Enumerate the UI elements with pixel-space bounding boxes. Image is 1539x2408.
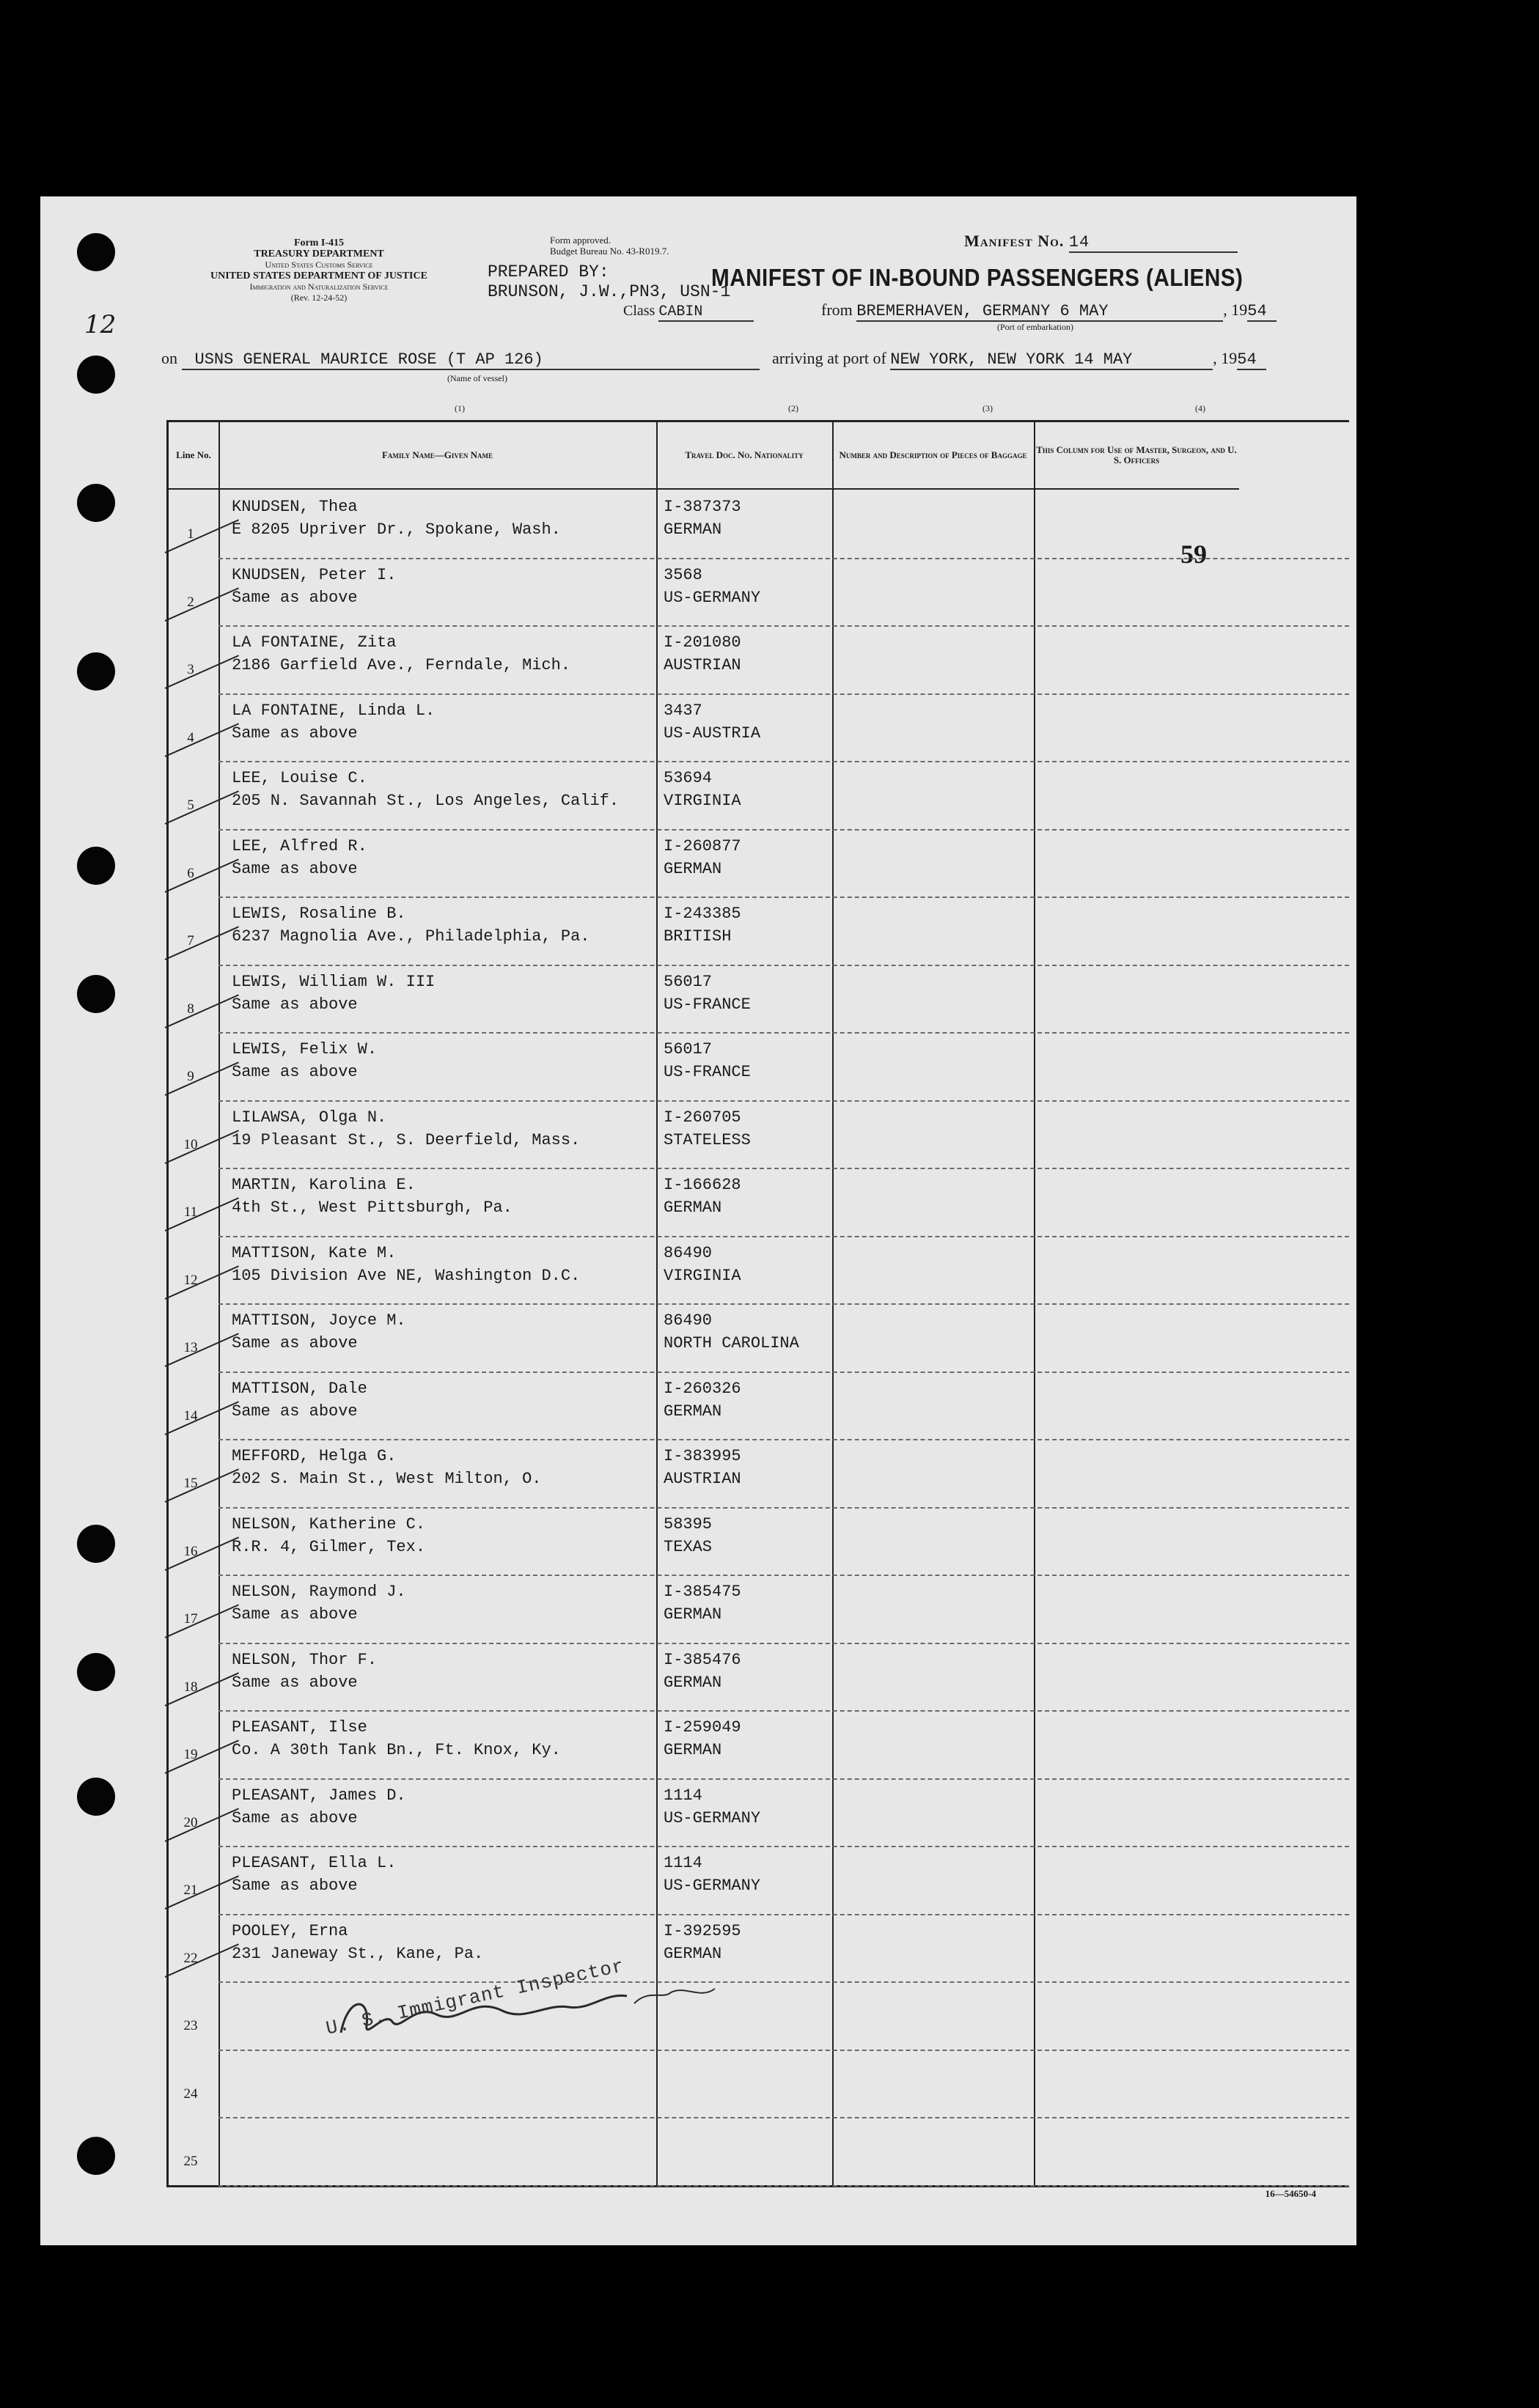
nationality: GERMAN: [664, 1944, 722, 1963]
nationality: GERMAN: [664, 1741, 722, 1759]
vessel-row: [161, 349, 1266, 384]
form-info-block: [165, 238, 473, 303]
travel-doc-number: 3568: [664, 565, 702, 584]
nationality: AUSTRIAN: [664, 656, 741, 674]
passenger-name: KNUDSEN, Peter I.: [232, 565, 397, 584]
travel-doc-cell: [664, 1649, 741, 1694]
passenger-name-cell: [232, 971, 435, 1016]
line-number: 14: [183, 1407, 198, 1424]
travel-doc-number: I-385476: [664, 1650, 741, 1669]
line-number: 11: [183, 1204, 198, 1220]
nationality: US-FRANCE: [664, 1063, 751, 1081]
from-year-prefix: , 19: [1223, 301, 1248, 319]
travel-doc-cell: [664, 1106, 751, 1152]
arriving-label: arriving at port of: [772, 349, 886, 367]
manifest-number-label: Manifest No.: [964, 232, 1065, 250]
travel-doc-number: I-260326: [664, 1379, 741, 1398]
line-number: 3: [187, 662, 194, 677]
passenger-name: NELSON, Katherine C.: [232, 1514, 426, 1533]
passenger-address: Same as above: [232, 1605, 358, 1624]
row-divider: [218, 1710, 1349, 1712]
form-approved: Form approved.: [550, 235, 611, 246]
passenger-name: NELSON, Thor F.: [232, 1650, 378, 1669]
passenger-address: Co. A 30th Tank Bn., Ft. Knox, Ky.: [232, 1741, 561, 1759]
from-label: from: [821, 301, 853, 319]
passenger-address: Same as above: [232, 1673, 358, 1692]
col-number-1: (1): [455, 403, 465, 413]
passenger-address: R.R. 4, Gilmer, Tex.: [232, 1537, 426, 1556]
travel-doc-cell: [664, 1309, 799, 1355]
row-divider: [218, 1846, 1349, 1847]
manifest-number-value: 14: [1069, 233, 1238, 253]
passenger-address: Same as above: [232, 588, 358, 607]
travel-doc-cell: [664, 1580, 741, 1626]
row-divider: [218, 693, 1349, 695]
passenger-name-cell: [232, 1242, 580, 1287]
travel-doc-cell: [664, 1174, 741, 1219]
row-divider: [218, 1032, 1349, 1034]
passenger-address: Same as above: [232, 1877, 358, 1895]
passenger-name: MARTIN, Karolina E.: [232, 1176, 416, 1194]
ins-service: Immigration and Naturalization Service: [249, 281, 389, 292]
row-divider: [218, 1778, 1349, 1780]
travel-doc-cell: [664, 564, 760, 609]
passenger-name: PLEASANT, James D.: [232, 1786, 406, 1805]
passenger-name-cell: [232, 1174, 513, 1219]
travel-doc-cell: [664, 1716, 741, 1761]
travel-doc-number: I-259049: [664, 1718, 741, 1737]
row-divider: [218, 1575, 1349, 1576]
nationality: US-FRANCE: [664, 995, 751, 1014]
passenger-name: LA FONTAINE, Linda L.: [232, 701, 436, 720]
line-number: 21: [183, 1882, 198, 1898]
passenger-address: 2186 Garfield Ave., Ferndale, Mich.: [232, 656, 571, 674]
margin-mark: 12: [84, 310, 117, 339]
line-number: 5: [187, 798, 194, 813]
revision: (Rev. 12-24-52): [290, 292, 348, 303]
passenger-table: [166, 420, 1349, 2187]
header-name: Family Name—Given Name: [218, 422, 656, 490]
passenger-name: LEWIS, Felix W.: [232, 1040, 378, 1058]
travel-doc-number: I-243385: [664, 905, 741, 923]
from-year: 54: [1247, 302, 1277, 322]
travel-doc-cell: [664, 1920, 741, 1965]
class-value: CABIN: [658, 303, 754, 322]
travel-doc-cell: [664, 1445, 741, 1490]
passenger-name-cell: [232, 1852, 396, 1897]
passenger-name-cell: [232, 496, 561, 541]
passenger-address: Same as above: [232, 723, 358, 743]
travel-doc-cell: [664, 767, 741, 812]
passenger-name-cell: [232, 1513, 425, 1558]
travel-doc-number: 58395: [664, 1514, 713, 1533]
passenger-name-cell: [232, 1649, 377, 1694]
travel-doc-cell: [664, 699, 760, 745]
row-divider: [218, 829, 1349, 831]
nationality: US-AUSTRIA: [664, 723, 761, 743]
nationality: NORTH CAROLINA: [664, 1334, 799, 1352]
row-divider: [218, 761, 1349, 762]
passenger-name: KNUDSEN, Thea: [232, 498, 358, 516]
from-value: BREMERHAVEN, GERMANY 6 MAY: [856, 302, 1223, 322]
passenger-name-cell: [232, 1377, 367, 1423]
travel-doc-cell: [664, 835, 741, 880]
row-divider: [218, 625, 1349, 627]
nationality: GERMAN: [664, 1673, 722, 1692]
line-number: 23: [183, 2018, 198, 2033]
passenger-address: Same as above: [232, 1808, 358, 1827]
line-number: 20: [183, 1814, 198, 1830]
nationality: GERMAN: [664, 1199, 722, 1217]
line-number: 2: [187, 594, 194, 610]
travel-doc-cell: [664, 1242, 741, 1287]
passenger-address: 105 Division Ave NE, Washington D.C.: [232, 1266, 581, 1285]
row-divider: [218, 1236, 1349, 1237]
travel-doc-cell: [664, 902, 741, 948]
line-number: 18: [183, 1679, 198, 1695]
passenger-address: Same as above: [232, 995, 358, 1014]
header-line-no: Line No.: [169, 422, 218, 490]
nationality: VIRGINIA: [664, 1266, 741, 1285]
on-label: on: [161, 349, 177, 367]
travel-doc-cell: [664, 971, 751, 1016]
binder-hole: [77, 652, 115, 691]
passenger-name-cell: [232, 631, 570, 677]
travel-doc-number: I-387373: [664, 498, 741, 516]
preparer-name: BRUNSON, J.W.,PN3, USN-1: [488, 282, 731, 301]
line-number: 16: [183, 1543, 198, 1559]
manifest-sheet: [40, 196, 1356, 2245]
passenger-name-cell: [232, 1445, 541, 1490]
passenger-address: Same as above: [232, 859, 358, 878]
nationality: GERMAN: [664, 1402, 722, 1421]
travel-doc-number: 1114: [664, 1854, 702, 1872]
nationality: BRITISH: [664, 927, 732, 946]
manifest-title: MANIFEST OF IN-BOUND PASSENGERS (ALIENS): [711, 264, 1244, 291]
passenger-name: NELSON, Raymond J.: [232, 1583, 406, 1601]
budget-bureau: Budget Bureau No. 43-R019.7.: [550, 246, 669, 257]
passenger-name: MATTISON, Kate M.: [232, 1243, 397, 1262]
header-baggage: Number and Description of Pieces of Baggage: [832, 422, 1034, 490]
binder-hole: [77, 975, 115, 1013]
approval-block: [550, 235, 669, 257]
line-number: 10: [183, 1136, 198, 1152]
passenger-name-cell: [232, 1580, 406, 1626]
vessel-caption: (Name of vessel): [447, 373, 507, 383]
passenger-name: POOLEY, Erna: [232, 1921, 348, 1940]
official-mark: 59: [1180, 540, 1207, 569]
passenger-address: 19 Pleasant St., S. Deerfield, Mass.: [232, 1130, 581, 1149]
nationality: GERMAN: [664, 520, 722, 539]
row-divider: [218, 558, 1349, 559]
row-divider: [218, 1507, 1349, 1509]
passenger-name: LEWIS, William W. III: [232, 972, 436, 991]
passenger-name-cell: [232, 1309, 406, 1355]
passenger-name-cell: [232, 1106, 580, 1152]
col-number-3: (3): [982, 403, 993, 413]
travel-doc-cell: [664, 1038, 751, 1083]
passenger-name-cell: [232, 699, 435, 745]
line-number: 8: [187, 1001, 194, 1017]
row-divider: [218, 2117, 1349, 2118]
inspector-signature-block: [323, 1955, 737, 2069]
footer-code: 16—54650-4: [1265, 2188, 1316, 2199]
travel-doc-number: I-166628: [664, 1176, 741, 1194]
passenger-name-cell: [232, 1038, 377, 1083]
travel-doc-cell: [664, 1513, 712, 1558]
nationality: US-GERMANY: [664, 588, 761, 607]
passenger-name: LA FONTAINE, Zita: [232, 633, 397, 652]
passenger-name-cell: [232, 902, 589, 948]
arrival-year: 54: [1237, 350, 1266, 370]
binder-hole: [77, 2137, 115, 2175]
passenger-name: LEE, Alfred R.: [232, 836, 367, 855]
row-divider: [218, 1168, 1349, 1169]
travel-doc-number: I-201080: [664, 633, 741, 652]
line-number: 17: [183, 1611, 198, 1627]
col-number-2: (2): [788, 403, 798, 413]
binder-hole: [77, 484, 115, 522]
row-divider: [218, 1643, 1349, 1644]
travel-doc-number: I-383995: [664, 1447, 741, 1465]
travel-doc-cell: [664, 1784, 760, 1830]
binder-hole: [77, 1778, 115, 1816]
manifest-number: [964, 232, 1238, 253]
line-number: 13: [183, 1340, 198, 1355]
row-divider: [218, 1100, 1349, 1102]
line-number: 1: [187, 526, 194, 542]
treasury-dept: TREASURY DEPARTMENT: [254, 248, 384, 259]
passenger-address: 231 Janeway St., Kane, Pa.: [232, 1944, 484, 1963]
travel-doc-number: I-260705: [664, 1108, 741, 1127]
travel-doc-cell: [664, 1852, 760, 1897]
vessel-name: USNS GENERAL MAURICE ROSE (T AP 126): [182, 350, 760, 370]
line-number: 24: [183, 2085, 198, 2102]
passenger-name-cell: [232, 767, 619, 812]
row-divider: [218, 896, 1349, 898]
customs-service: United States Customs Service: [265, 259, 373, 270]
passenger-name: LEE, Louise C.: [232, 769, 367, 787]
passenger-address: 202 S. Main St., West Milton, O.: [232, 1470, 542, 1488]
nationality: TEXAS: [664, 1537, 713, 1556]
col-number-4: (4): [1195, 403, 1205, 413]
nationality: VIRGINIA: [664, 792, 741, 810]
passenger-name: MATTISON, Joyce M.: [232, 1311, 406, 1330]
passenger-name: PLEASANT, Ella L.: [232, 1854, 397, 1872]
passenger-name: LILAWSA, Olga N.: [232, 1108, 387, 1127]
inspector-stamp: U. S. Immigrant Inspector: [323, 1955, 627, 2040]
row-divider: [218, 2185, 1349, 2187]
row-divider: [218, 1303, 1349, 1305]
line-number: 6: [187, 865, 194, 881]
row-divider: [218, 965, 1349, 966]
travel-doc-number: I-392595: [664, 1921, 741, 1940]
passenger-name: LEWIS, Rosaline B.: [232, 905, 406, 923]
travel-doc-number: 86490: [664, 1311, 713, 1330]
binder-hole: [77, 356, 115, 394]
passenger-address: 4th St., West Pittsburgh, Pa.: [232, 1199, 513, 1217]
form-number: Form I-415: [293, 238, 345, 248]
nationality: AUSTRIAN: [664, 1470, 741, 1488]
row-divider: [218, 1914, 1349, 1915]
line-number: 22: [183, 1950, 198, 1966]
nationality: US-GERMANY: [664, 1808, 761, 1827]
prepared-by-block: [488, 262, 730, 302]
from-field: [821, 301, 1277, 333]
travel-doc-number: 56017: [664, 1040, 713, 1058]
line-number: 7: [187, 933, 194, 949]
binder-hole: [77, 233, 115, 271]
header-officers: This Column for Use of Master, Surgeon, and U. S. Officers: [1034, 422, 1239, 490]
passenger-address: 6237 Magnolia Ave., Philadelphia, Pa.: [232, 927, 590, 946]
passenger-address: E 8205 Upriver Dr., Spokane, Wash.: [232, 520, 561, 539]
travel-doc-number: 53694: [664, 769, 713, 787]
arrival-year-prefix: , 19: [1213, 349, 1238, 367]
line-number: 19: [183, 1747, 198, 1762]
passenger-address: 205 N. Savannah St., Los Angeles, Calif.: [232, 792, 620, 810]
line-number: 12: [183, 1272, 198, 1288]
passenger-name: MATTISON, Dale: [232, 1379, 367, 1398]
travel-doc-cell: [664, 496, 741, 541]
passenger-address: Same as above: [232, 1063, 358, 1081]
binder-hole: [77, 1525, 115, 1563]
passenger-name: MEFFORD, Helga G.: [232, 1447, 397, 1465]
nationality: US-GERMANY: [664, 1877, 761, 1895]
passenger-address: Same as above: [232, 1402, 358, 1421]
travel-doc-cell: [664, 631, 741, 677]
travel-doc-number: I-260877: [664, 836, 741, 855]
port-embarkation-caption: (Port of embarkation): [997, 322, 1073, 332]
binder-hole: [77, 1653, 115, 1691]
travel-doc-cell: [664, 1377, 741, 1423]
nationality: GERMAN: [664, 1605, 722, 1624]
travel-doc-number: 86490: [664, 1243, 713, 1262]
binder-hole: [77, 847, 115, 885]
class-field: [623, 303, 754, 322]
travel-doc-number: 3437: [664, 701, 702, 720]
travel-doc-number: 56017: [664, 972, 713, 991]
header-travel-doc: Travel Doc. No. Nationality: [656, 422, 832, 490]
nationality: STATELESS: [664, 1130, 751, 1149]
prepared-by-label: PREPARED BY:: [488, 262, 609, 281]
nationality: GERMAN: [664, 859, 722, 878]
travel-doc-number: I-385475: [664, 1583, 741, 1601]
line-number: 4: [187, 729, 194, 745]
class-label: Class: [623, 303, 655, 319]
row-divider: [218, 1371, 1349, 1373]
row-divider: [218, 1439, 1349, 1440]
justice-dept: UNITED STATES DEPARTMENT OF JUSTICE: [210, 270, 427, 281]
line-number: 25: [183, 2154, 198, 2169]
passenger-address: Same as above: [232, 1334, 358, 1352]
passenger-name: PLEASANT, Ilse: [232, 1718, 367, 1737]
passenger-name-cell: [232, 1784, 406, 1830]
arrival-port: NEW YORK, NEW YORK 14 MAY: [890, 350, 1213, 370]
line-number: 15: [183, 1476, 198, 1491]
line-number: 9: [187, 1069, 194, 1084]
passenger-name-cell: [232, 835, 367, 880]
passenger-name-cell: [232, 564, 396, 609]
passenger-name-cell: [232, 1920, 483, 1965]
passenger-name-cell: [232, 1716, 561, 1761]
travel-doc-number: 1114: [664, 1786, 702, 1805]
